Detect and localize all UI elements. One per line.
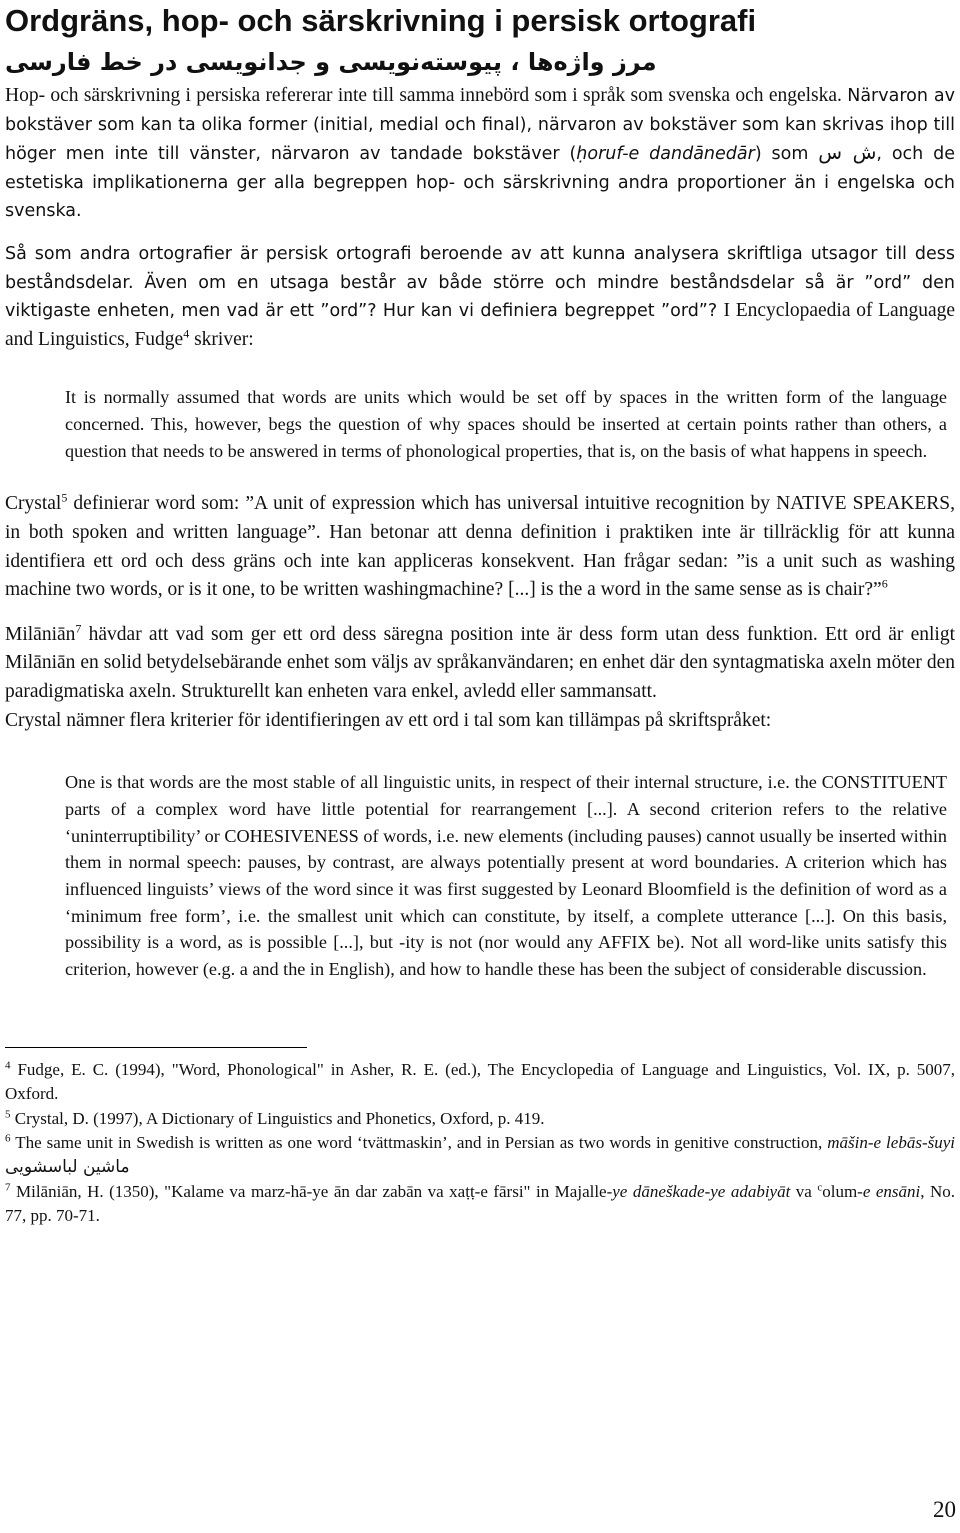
footnote-superscript: c	[817, 1181, 823, 1194]
paragraph-5: Crystal nämner flera kriterier för identifieringen av ett ord i tal som kan tillämpas på skriftspråket:	[5, 709, 772, 731]
p3-text-a: Crystal	[5, 493, 62, 515]
footnote-number: 4	[5, 1059, 11, 1072]
p1-text-d: , och de estetiska implikationerna ger alla begreppen hop- och särskrivning andra proportioner än i engelska och svenska.	[5, 144, 955, 222]
p3-text-b: definierar word som: ”A unit of expression which has universal intuitive recognition by NATIVE SPEAKERS, in both spoken and written language”. Han betonar att denna definition i praktiken inte är tillräcklig för att kunna identifiera ett ord och dess gräns och inte kan appliceras konsekvent. Han frågar sedan: ”is a unit such as washing machine two words, or is it one, to be written washingmachine? [...] is the a word in the same sense as is chair?”	[5, 493, 955, 601]
paragraph-3	[5, 490, 955, 604]
paragraph-2	[5, 240, 955, 354]
footnote-text: Milāniān, H. (1350), "Kalame va marz-hā-ye ān dar zabān va xaṭṭ-e fārsi" in Majalle-	[15, 1181, 613, 1201]
spacer	[5, 464, 955, 490]
footnote-number: 5	[5, 1107, 11, 1120]
footnote-persian: ماشین لباسشویی	[5, 1157, 130, 1178]
paragraph-1	[5, 82, 955, 226]
footnote-term: māšin-e lebās-šuyi	[827, 1133, 955, 1153]
spacer	[5, 605, 955, 621]
spacer	[5, 354, 955, 384]
footnote-text: Fudge, E. C. (1994), "Word, Phonological" in Asher, R. E. (ed.), The Encyclopedia of Language and Linguistics, Vol. IX, p. 5007, Oxford.	[5, 1059, 955, 1104]
p4-text-b: hävdar att vad som ger ett ord dess säregna position inte är dess form utan dess funktion. Ett ord är enligt Milāniān en solid betydelsebärande enhet som väljs av språkanvändaren; en enhet där den syntagmatiska axeln möter den paradigmatiska axeln. Strukturellt kan enheten vara enkel, avledd eller sammansatt.	[5, 623, 955, 703]
footnote-term: ye dāneškade-ye adabiyāt	[612, 1181, 791, 1201]
footnote-text: va	[790, 1181, 818, 1201]
document-page	[5, 0, 955, 1229]
p2-text-b: I Encyclopaedia of Language and Linguistics, Fudge	[5, 300, 955, 350]
spacer	[5, 226, 955, 240]
p1-text-a: Hop- och särskrivning i persiska refererar inte till samma innebörd som i språk som svenska och engelska.	[5, 85, 848, 106]
p2-text-c: skriver:	[189, 328, 254, 350]
persian-title: مرز واژه‌ها ، پیوسته‌نویسی و جدانویسی در خط فارسی	[5, 48, 657, 76]
p1-term: ḥoruf-e dandānedār	[576, 144, 755, 165]
page-title: Ordgräns, hop- och särskrivning i persisk ortografi	[5, 3, 757, 38]
p1-persian-letters: ش س	[818, 141, 877, 165]
footnote-ref-6: 6	[881, 576, 888, 591]
p1-text-b: Närvaron av bokstäver som kan ta olika former (initial, medial och final), närvaron av bokstäver som kan skrivas ihop till höger men inte till vänster, närvaron av tandade bokstäver (	[5, 86, 955, 165]
spacer	[5, 983, 955, 1047]
spacer	[5, 1048, 955, 1058]
footnote-number: 7	[5, 1181, 11, 1194]
p4-text-a: Milāniān	[5, 623, 76, 645]
p1-text-c: ) som	[754, 144, 819, 165]
p2-text-a: Så som andra ortografier är persisk ortografi beroende av att kunna analysera skriftliga utsagor till dess beståndsdelar. Även om en utsaga består av både större och mindre beståndsdelar så är ”ord” den viktigaste enheten, men vad är ett ”ord”? Hur kan vi definiera begreppet ”ord”?	[5, 243, 955, 322]
footnote-7	[5, 1180, 955, 1229]
footnote-ref-4: 4	[183, 326, 190, 341]
footnote-4	[5, 1058, 955, 1107]
footnote-5	[5, 1107, 955, 1131]
footnote-text: , No. 77, pp. 70-71.	[5, 1181, 956, 1226]
footnote-number: 6	[5, 1132, 11, 1145]
footnote-6	[5, 1131, 955, 1180]
block-quote-crystal: One is that words are the most stable of all linguistic units, in respect of their internal structure, i.e. the CONSTITUENT parts of a complex word have little potential for rearrangement [...]. A second criterion refers to the relative ‘uninterruptibility’ or COHESIVENESS of words, i.e. new elements (including pauses) cannot usually be inserted within them in normal speech: pauses, by contrast, are always potentially present at word boundaries. A criterion which has influenced linguists’ views of the word since it was first suggested by Leonard Bloomfield is the definition of word as a ‘minimum free form’, i.e. the smallest unit which can constitute, by itself, a complete utterance [...]. On this basis, possibility is a word, as is possible [...], but -ity is not (nor would any AFFIX be). Not all word-like units satisfy this criterion, however (e.g. a and the in English), and how to handle these has been the subject of considerable discussion.	[65, 772, 947, 980]
spacer	[5, 735, 955, 769]
footnote-ref-5: 5	[61, 490, 68, 505]
footnote-ref-7: 7	[75, 621, 82, 636]
footnote-term: e ensāni	[862, 1181, 921, 1201]
footnote-text: The same unit in Swedish is written as one word ‘tvättmaskin’, and in Persian as two words in genitive construction,	[15, 1133, 828, 1153]
block-quote-fudge: It is normally assumed that words are units which would be set off by spaces in the written form of the language concerned. This, however, begs the question of why spaces should be inserted at certain points rather than others, a question that needs to be answered in terms of phonological properties, that is, on the basis of what happens in speech.	[65, 387, 947, 461]
footnote-text: Crystal, D. (1997), A Dictionary of Linguistics and Phonetics, Oxford, p. 419.	[14, 1108, 545, 1128]
paragraph-4	[5, 621, 955, 707]
footnote-text: olum-	[822, 1181, 863, 1201]
page-number: 20	[933, 1497, 956, 1522]
